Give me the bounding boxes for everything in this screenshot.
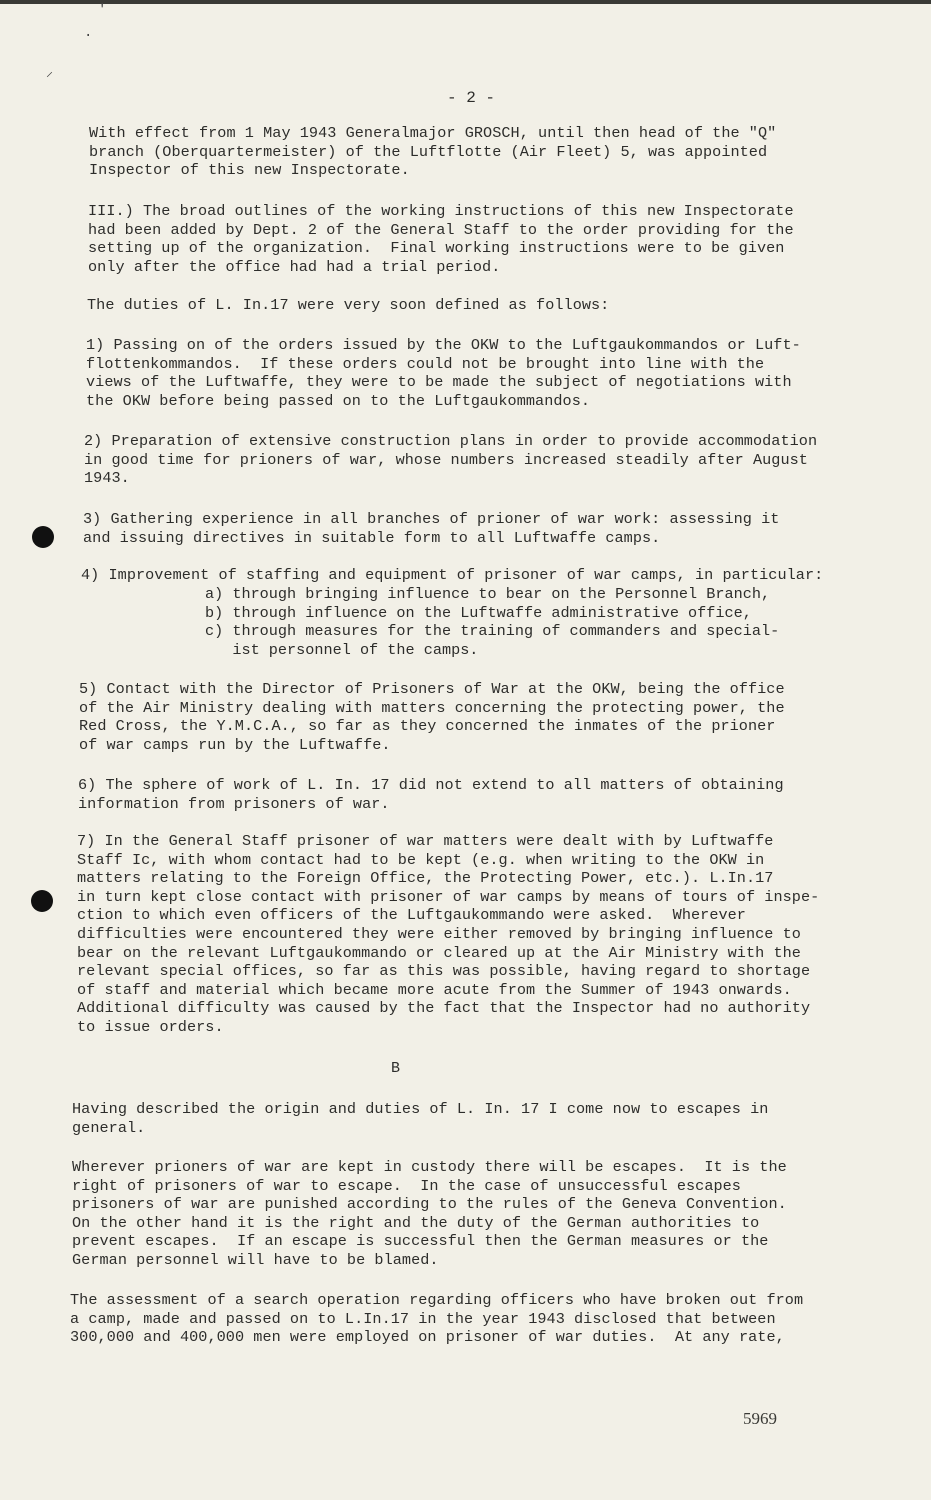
paragraph-duties-intro: The duties of L. In.17 were very soon defined as follows: (87, 296, 610, 314)
punch-hole (32, 526, 54, 548)
duty-item-6: 6) The sphere of work of L. In. 17 did not extend to all matters of obtaining information from prisoners of war. (78, 776, 784, 813)
duty-item-2: 2) Preparation of extensive construction plans in order to provide accommodation in good time for prioners of war, whose numbers increased steadily after August 1943. (84, 432, 818, 488)
duty-item-3: 3) Gathering experience in all branches of prioner of war work: assessing it and issuing directives in suitable form to all Luftwaffe camps. (83, 510, 780, 547)
duty-item-1: 1) Passing on of the orders issued by the OKW to the Luftgaukommandos or Luft- flottenkommandos. If these orders could not be brought into line with the views of the Luftwaffe, they were to be made the subject of negotiations with the OKW before being passed on to the Luftgaukommandos. (86, 336, 801, 410)
paragraph-appointment: With effect from 1 May 1943 Generalmajor GROSCH, until then head of the "Q" branch (Oberquartermeister) of the Luftflotte (Air Fleet) 5, was appointed Inspector of this new Inspectorate. (89, 124, 777, 180)
page-number: - 2 - (447, 89, 496, 107)
section-heading: B (391, 1060, 401, 1077)
pencil-mark: . (84, 25, 93, 41)
pencil-mark: ' (98, 2, 107, 18)
paragraph-escapes-general: Wherever prioners of war are kept in custody there will be escapes. It is the right of prisoners of war to escape. In the case of unsuccessful escapes prisoners of war are punished according to the rules of the Geneva Convention. On the other hand it is the right and the duty of the German authorities to prevent escapes. If an escape is successful then the German measures or the German personnel will have to be blamed. (72, 1158, 787, 1269)
duty-item-5: 5) Contact with the Director of Prisoners of War at the OKW, being the office of the Air Ministry dealing with matters concerning the protecting power, the Red Cross, the Y.M.C.A., so far as they concerned the inmates of the prioner of war camps run by the Luftwaffe. (79, 680, 785, 754)
duty-item-4: 4) Improvement of staffing and equipment of prisoner of war camps, in particular: (81, 566, 824, 584)
paragraph-escapes-intro: Having described the origin and duties of L. In. 17 I come now to escapes in general. (72, 1100, 769, 1137)
page-top-edge (0, 0, 931, 4)
duty-item-4-subitems: a) through bringing influence to bear on the Personnel Branch, b) through influence on the Luftwaffe administrative office, c) through measures for the training of commanders and special- ist personnel of the camps. (205, 585, 780, 659)
punch-hole (31, 890, 53, 912)
paragraph-working-instructions: III.) The broad outlines of the working instructions of this new Inspectorate had been added by Dept. 2 of the General Staff to the order providing for the setting up of the organization. Final working instructions were to be given only after the office had had a trial period. (88, 202, 794, 276)
document-number: 5969 (743, 1409, 777, 1428)
duty-item-7: 7) In the General Staff prisoner of war matters were dealt with by Luftwaffe Staff Ic, with whom contact had to be kept (e.g. when writing to the OKW in matters relating to the Foreign Office, the Protecting Power, etc.). L.In.17 in turn kept close contact with prisoner of war camps by means of tours of inspe- ction to which even officers of the Luftgaukommando were asked. Wherever difficulties were encountered they were either removed by bringing influence to bear on the relevant Luftgaukommando or cleared up at the Air Ministry with the relevant special offices, so far as this was possible, having regard to shortage of staff and material which became more acute from the Summer of 1943 onwards. Additional difficulty was caused by the fact that the Inspector had no authority to issue orders. (77, 832, 820, 1036)
paragraph-search-operation: The assessment of a search operation regarding officers who have broken out from a camp, made and passed on to L.In.17 in the year 1943 disclosed that between 300,000 and 400,000 men were employed on prisoner of war duties. At any rate, (70, 1291, 804, 1347)
pencil-mark: ⸝ (46, 65, 53, 81)
